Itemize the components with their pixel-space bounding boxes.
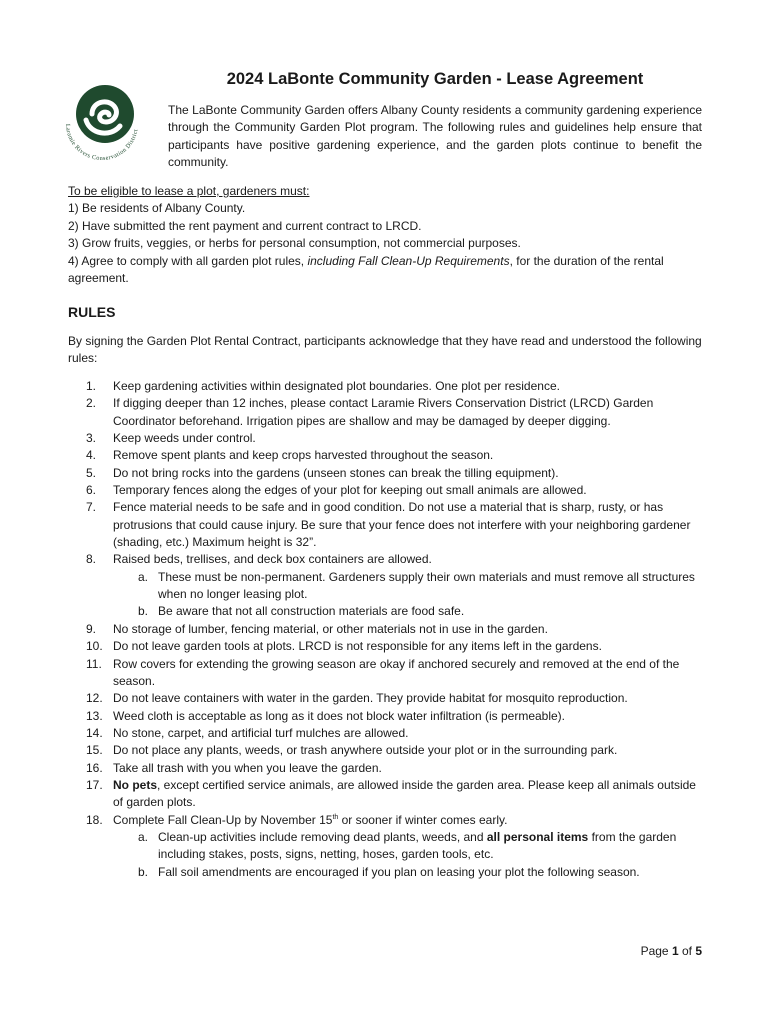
intro-paragraph: The LaBonte Community Garden offers Albany County residents a community gardening experience through the Community Garden Plot program. The following rules and guidelines help ensure that participants have positive gardening experience, and the garden plots continue to benefit the community. (168, 103, 702, 169)
rule-text (113, 812, 702, 829)
rules-list (68, 378, 702, 881)
rule-item: 3. Keep weeds under control. (68, 430, 702, 447)
rule-subitem-text: These must be non-permanent. Gardeners supply their own materials and must remove all structures when no longer leasing plot. (158, 569, 695, 602)
rule-item: 2. If digging deeper than 12 inches, please contact Laramie Rivers Conservation District (LRCD) Garden Coordinator beforehand. Irrigation pipes are shallow and may be damaged by deeper digging. (68, 395, 702, 430)
rule-subitem: a. Clean-up activities include removing dead plants, weeds, and all personal items from the garden including stakes, posts, signs, netting, hoses, garden tools, etc. (68, 829, 702, 864)
rule-item: 8. Raised beds, trellises, and deck box containers are allowed. (68, 551, 702, 568)
rule-text: Temporary fences along the edges of your plot for keeping out small animals are allowed. (113, 483, 587, 498)
rule-item: 4. Remove spent plants and keep crops harvested throughout the season. (68, 447, 702, 464)
rule-item: 15. Do not place any plants, weeds, or trash anywhere outside your plot or in the surrounding park. (68, 742, 702, 759)
eligibility-item: 2) Have submitted the rent payment and current contract to LRCD. (68, 218, 422, 233)
rule-bold-text: No pets (113, 777, 158, 792)
rule-text-part: Complete Fall Clean-Up by November 15 (113, 812, 333, 827)
rule-item: 18. Complete Fall Clean-Up by November 15th or sooner if winter comes early. (68, 812, 702, 829)
rule-item: 9. No storage of lumber, fencing material, or other materials not in use in the garden. (68, 621, 702, 638)
rule-text: Do not leave containers with water in the garden. They provide habitat for mosquito reproduction. (113, 691, 628, 706)
rule-item: 1. Keep gardening activities within designated plot boundaries. One plot per residence. (68, 378, 702, 395)
rule-text: Weed cloth is acceptable as long as it does not block water infiltration (is permeable). (113, 708, 566, 723)
rules-heading: RULES (68, 304, 116, 320)
rule-item: 10. Do not leave garden tools at plots. LRCD is not responsible for any items left in the gardens. (68, 638, 702, 655)
rule-subitem-text: Fall soil amendments are encouraged if you plan on leasing your plot the following season. (158, 864, 640, 879)
rule-text: Do not leave garden tools at plots. LRCD is not responsible for any items left in the gardens. (113, 639, 602, 654)
eligibility-item-text: 4) Agree to comply with all garden plot rules, (68, 253, 308, 268)
rule-text: Keep weeds under control. (113, 431, 256, 446)
rule-superscript: th (332, 813, 339, 821)
rule-item: 17. No pets, except certified service animals, are allowed inside the garden area. Please keep all animals outside of garden plots. (68, 777, 702, 812)
document-title: 2024 LaBonte Community Garden - Lease Agreement (226, 70, 644, 88)
eligibility-item-text: , for the duration of the rental agreement. (68, 253, 664, 286)
page-of-label: of (678, 944, 696, 958)
rule-item: 7. Fence material needs to be safe and in good condition. Do not use a material that is sharp, rusty, or has protrusions that could cause injury. Be sure that your fence does not interfere with your neighboring gardener (shading, etc.) Maximum height is 32”. (68, 499, 702, 551)
rule-item: 5. Do not bring rocks into the gardens (unseen stones can break the tilling equipment). (68, 465, 702, 482)
rule-item: 14. No stone, carpet, and artificial turf mulches are allowed. (68, 725, 702, 742)
rule-text: If digging deeper than 12 inches, please contact Laramie Rivers Conservation District (LRCD) Garden Coordinator beforehand. Irrigation pipes are shallow and may be damaged by deeper digging. (113, 396, 654, 428)
rule-text: Row covers for extending the growing season are okay if anchored securely and removed at the end of the season. (113, 656, 680, 688)
eligibility-item (68, 253, 702, 288)
rule-item: 13. Weed cloth is acceptable as long as it does not block water infiltration (is permeable). (68, 708, 702, 725)
rules-intro: By signing the Garden Plot Rental Contract, participants acknowledge that they have read and understood the following rules: (68, 334, 702, 366)
rule-text (113, 777, 702, 812)
logo-arc-text: Laramie Rivers Conservation District (63, 123, 140, 163)
rule-subitem-text (158, 829, 702, 864)
rule-subitem: b. Be aware that not all construction materials are food safe. (68, 603, 702, 620)
page-footer (560, 944, 702, 958)
rule-item: 12. Do not leave containers with water in the garden. They provide habitat for mosquito reproduction. (68, 690, 702, 707)
rule-text: Take all trash with you when you leave the garden. (113, 760, 382, 775)
rule-text: Keep gardening activities within designated plot boundaries. One plot per residence. (113, 379, 560, 393)
eligibility-item: 1) Be residents of Albany County. (68, 201, 246, 216)
rule-text-part: Clean-up activities include removing dead plants, weeds, and (158, 829, 487, 844)
page-total: 5 (695, 944, 702, 958)
rule-text-part: , except certified service animals, are allowed inside the garden area. Please keep all animals outside of garden plots. (113, 777, 696, 810)
eligibility-item-emphasis: including Fall Clean-Up Requirements (307, 253, 510, 268)
rule-text: No stone, carpet, and artificial turf mulches are allowed. (113, 725, 409, 740)
rule-text: No storage of lumber, fencing material, or other materials not in use in the garden. (113, 621, 548, 636)
rule-text: Remove spent plants and keep crops harvested throughout the season. (113, 448, 494, 463)
lrcd-logo (52, 74, 152, 174)
rule-text: Fence material needs to be safe and in good condition. Do not use a material that is sharp, rusty, or has protrusions that could cause injury. Be sure that your fence does not interfere with your neighboring gardener (shading, etc.) Maximum height is 32”. (113, 500, 691, 550)
rule-text-part: or sooner if winter comes early. (338, 812, 508, 827)
rule-subitem: a. These must be non-permanent. Gardeners supply their own materials and must remove all structures when no longer leasing plot. (68, 569, 702, 604)
rule-text: Raised beds, trellises, and deck box containers are allowed. (113, 552, 432, 567)
eligibility-section (68, 183, 702, 287)
rule-bold-text: all personal items (486, 829, 589, 844)
rule-item: 6. Temporary fences along the edges of your plot for keeping out small animals are allowed. (68, 482, 702, 499)
page-label: Page (640, 944, 672, 958)
eligibility-heading: To be eligible to lease a plot, gardeners must: (68, 184, 310, 198)
rule-subitem-text: Be aware that not all construction materials are food safe. (158, 604, 465, 619)
page-current: 1 (671, 944, 679, 958)
rule-subitem: b. Fall soil amendments are encouraged if you plan on leasing your plot the following season. (68, 864, 702, 881)
rule-text: Do not place any plants, weeds, or trash anywhere outside your plot or in the surrounding park. (113, 743, 618, 758)
rule-item: 11. Row covers for extending the growing season are okay if anchored securely and removed at the end of the season. (68, 656, 702, 691)
eligibility-item: 3) Grow fruits, veggies, or herbs for personal consumption, not commercial purposes. (68, 236, 521, 251)
rule-text-part: from the garden including stakes, posts, signs, netting, hoses, garden tools, etc. (158, 829, 677, 862)
rule-item: 16. Take all trash with you when you leave the garden. (68, 760, 702, 777)
rule-text: Do not bring rocks into the gardens (unseen stones can break the tilling equipment). (113, 465, 559, 480)
